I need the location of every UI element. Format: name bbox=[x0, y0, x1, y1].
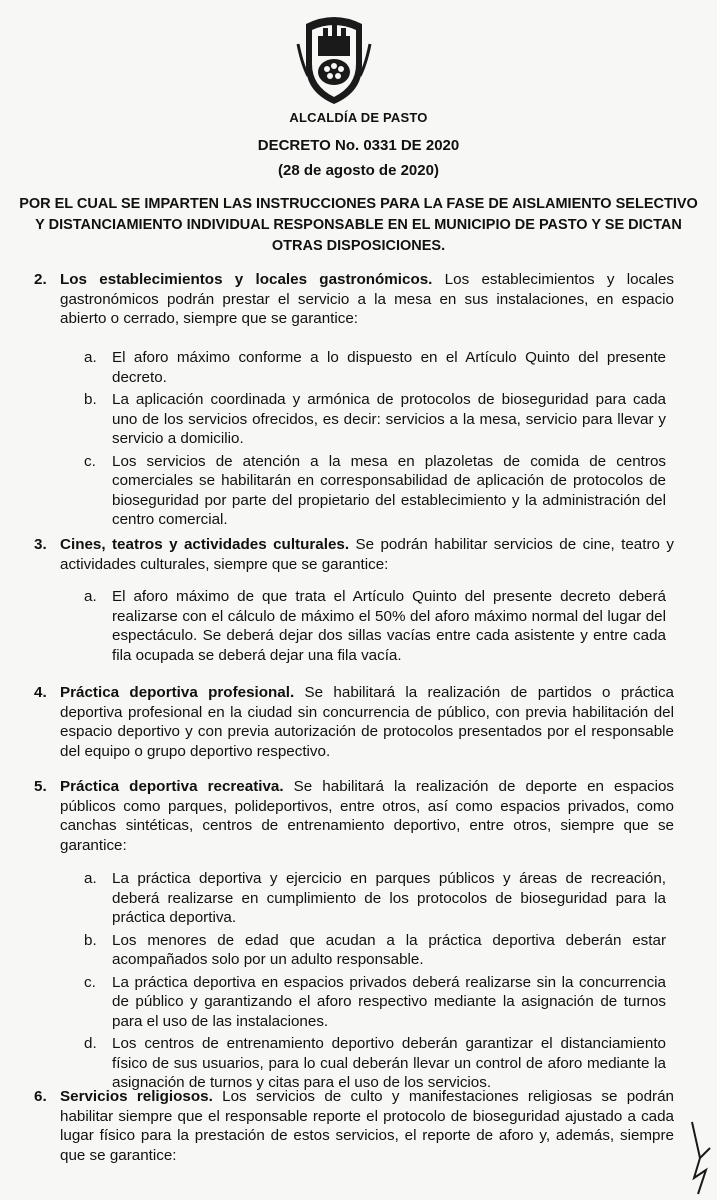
signature-mark-icon bbox=[686, 1118, 716, 1198]
section-text: Se habilitará la realización de deporte en espacios públicos como parques, polideportivos, entre otros, así como espacios privados, como canchas sintéticas, centros de entrenamiento deportivo, entre otros, siempre que se garantice: bbox=[60, 778, 674, 854]
list-item: c. Los servicios de atención a la mesa en plazoletas de comida de centros comerciales se habilitarán en corresponsabilidad de aplicación de protocolos de bioseguridad por parte del propietario del establecimiento y la administración del centro comercial. bbox=[84, 452, 666, 528]
section-2-items bbox=[84, 348, 666, 530]
section-number: 4. bbox=[34, 684, 47, 701]
section-number: 2. bbox=[34, 271, 47, 288]
section-heading: Práctica deportiva profesional. bbox=[60, 684, 295, 701]
list-item: c. La práctica deportiva en espacios privados deberá realizarse sin la concurrencia de público y garantizando el aforo respectivo mediante la asignación de turnos para el uso de las instalaciones. bbox=[84, 973, 666, 1030]
decree-date: (28 de agosto de 2020) bbox=[278, 162, 439, 179]
list-item: a. El aforo máximo de que trata el Artículo Quinto del presente decreto deberá realizarse con el cálculo de máximo el 50% del aforo máximo normal del lugar del espectáculo. Se deberá dejar dos sillas vacías entre cada asistente y entre cada fila ocupada se deberá dejar una fila vacía. bbox=[84, 588, 666, 664]
section-number: 6. bbox=[34, 1088, 47, 1105]
section-5 bbox=[34, 777, 674, 855]
coat-of-arms-icon bbox=[296, 14, 372, 106]
section-heading: Práctica deportiva recreativa. bbox=[60, 778, 284, 795]
section-heading: Servicios religiosos. bbox=[60, 1088, 213, 1105]
section-number: 5. bbox=[34, 778, 47, 795]
section-2 bbox=[34, 270, 674, 329]
section-3-items bbox=[84, 587, 666, 665]
section-number: 3. bbox=[34, 536, 47, 553]
section-text: Se podrán habilitar servicios de cine, teatro y actividades culturales, siempre que se garantice: bbox=[60, 536, 674, 573]
section-5-items bbox=[84, 869, 666, 1093]
list-item: b. Los menores de edad que acudan a la práctica deportiva deberán estar acompañados solo por un adulto responsable. bbox=[84, 931, 666, 968]
section-text: Los establecimientos y locales gastronómicos podrán prestar el servicio a la mesa en sus instalaciones, en espacio abierto o cerrado, siempre que se garantice: bbox=[60, 271, 674, 327]
section-heading: Cines, teatros y actividades culturales. bbox=[60, 536, 350, 553]
office-name: ALCALDÍA DE PASTO bbox=[289, 110, 428, 125]
decree-number: DECRETO No. 0331 DE 2020 bbox=[257, 137, 460, 154]
decree-title: POR EL CUAL SE IMPARTEN LAS INSTRUCCIONES PARA LA FASE DE AISLAMIENTO SELECTIVO Y DISTANCIAMIENTO INDIVIDUAL RESPONSABLE EN EL MUNICIPIO DE PASTO Y SE DICTAN OTRAS DISPOSICIONES. bbox=[19, 196, 698, 254]
section-6 bbox=[34, 1087, 674, 1165]
list-item: d. Los centros de entrenamiento deportivo deberán garantizar el distanciamiento físico de sus usuarios, para lo cual deberán llevar un control de aforo mediante la asignación de turnos y citas para el uso de los servicios. bbox=[84, 1035, 666, 1091]
list-item: b. La aplicación coordinada y armónica de protocolos de bioseguridad para cada uno de los servicios ofrecidos, es decir: servicios a la mesa, servicio para llevar y servicio a domicilio. bbox=[84, 391, 666, 447]
section-4 bbox=[34, 683, 674, 761]
section-text: Se habilitará la realización de partidos o práctica deportiva profesional en la ciudad sin concurrencia de público, con previa habilitación del espacio deportivo y con previa autorización de protocolos presentados por el responsable del equipo o grupo deportivo respectivo. bbox=[60, 684, 675, 760]
section-3 bbox=[34, 535, 674, 574]
list-item: a. La práctica deportiva y ejercicio en parques públicos y áreas de recreación, deberá realizarse en cumplimiento de los protocolos de bioseguridad para la práctica deportiva. bbox=[84, 870, 666, 926]
list-item: a. El aforo máximo conforme a lo dispuesto en el Artículo Quinto del presente decreto. bbox=[84, 349, 666, 386]
section-text: Los servicios de culto y manifestaciones religiosas se podrán habilitar siempre que el responsable reporte el protocolo de bioseguridad ajustado a cada lugar físico para la prestación de estos servicios, el reporte de aforo y, además, siempre que se garantice: bbox=[60, 1088, 674, 1164]
section-heading: Los establecimientos y locales gastronómicos. bbox=[60, 271, 433, 288]
